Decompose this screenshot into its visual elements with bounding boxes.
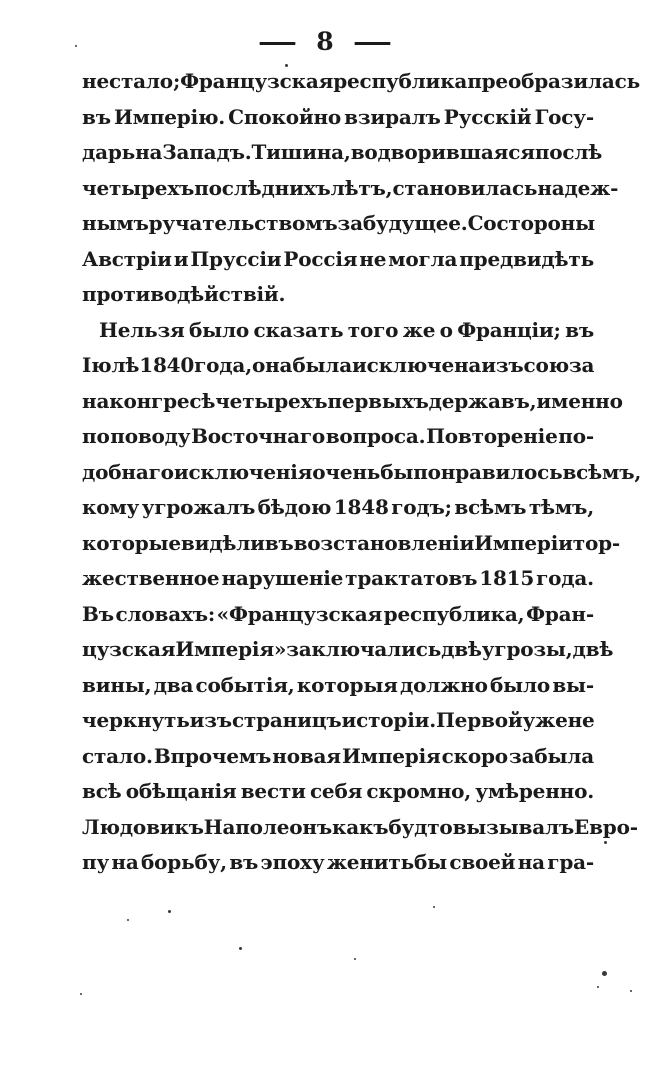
text-line xyxy=(82,703,594,739)
word: Впрочемъ xyxy=(153,743,272,768)
word: тор- xyxy=(572,530,620,555)
word: «Французская xyxy=(216,601,383,626)
word: же xyxy=(402,317,436,342)
word: было xyxy=(189,317,250,342)
word: сказать xyxy=(253,317,344,342)
word: скромно, xyxy=(366,779,472,803)
word: которыя xyxy=(296,672,398,697)
scan-speck xyxy=(75,45,77,47)
word: Россія xyxy=(283,246,358,271)
word: какъ xyxy=(331,814,389,839)
word: на xyxy=(111,850,139,874)
word: видѣли xyxy=(180,530,265,555)
word: вести xyxy=(240,779,306,803)
word: о xyxy=(439,317,453,342)
scan-speck xyxy=(285,64,288,67)
word: Имперія» xyxy=(175,637,287,661)
word: 1840 xyxy=(139,353,195,377)
text-line xyxy=(82,490,594,526)
word: обѣщанія xyxy=(125,779,237,803)
word: должно xyxy=(400,672,488,697)
word: добнаго xyxy=(82,459,174,484)
word: на xyxy=(517,850,545,874)
word: Нельзя xyxy=(99,317,185,342)
word: надеж- xyxy=(537,175,619,200)
word: нымъ xyxy=(82,211,149,235)
word: бѣдою xyxy=(257,495,332,519)
word: эпоху xyxy=(260,850,325,874)
word: республика xyxy=(333,69,468,93)
word: ручательствомъ xyxy=(148,211,338,235)
page-number: 8 xyxy=(316,27,334,56)
word: первыхъ xyxy=(327,388,429,413)
scan-speck xyxy=(354,958,356,960)
word: которые xyxy=(82,530,181,555)
word: года. xyxy=(536,566,594,590)
word: будущее. xyxy=(362,211,468,235)
page-header xyxy=(0,28,650,56)
word: Австріи xyxy=(82,246,172,271)
word: на xyxy=(82,388,110,413)
word: изъ xyxy=(481,353,524,377)
scan-speck xyxy=(168,910,171,913)
word: державъ, xyxy=(428,388,537,413)
text-line xyxy=(82,384,623,420)
word: своей xyxy=(449,850,516,874)
word: вы- xyxy=(552,672,594,697)
word: исключена xyxy=(351,353,482,377)
word: Западъ. xyxy=(162,140,252,164)
word: жественное xyxy=(82,566,220,590)
word: предвидѣть xyxy=(459,246,594,271)
word: лѣтъ, xyxy=(330,175,393,200)
word: новая xyxy=(272,743,341,768)
text-line xyxy=(82,135,603,171)
word: гра- xyxy=(547,850,594,874)
word: всѣмъ xyxy=(454,495,527,519)
text-line xyxy=(82,810,638,846)
word: умѣренно. xyxy=(475,779,594,803)
word: два xyxy=(153,672,194,697)
word: было xyxy=(490,672,551,697)
word: Первой xyxy=(436,708,523,732)
word: въ xyxy=(264,530,294,555)
scan-speck xyxy=(127,919,129,921)
word: не xyxy=(82,69,109,93)
word: Людовикъ xyxy=(82,814,204,839)
text-line: противодѣйствій. xyxy=(82,282,286,306)
word: Со xyxy=(467,211,497,235)
word: трактатовъ xyxy=(345,566,478,590)
word: всѣ xyxy=(82,779,122,803)
text-line xyxy=(82,419,594,455)
word: будто xyxy=(388,814,453,839)
text-line xyxy=(82,668,594,704)
word: цузская xyxy=(82,637,176,661)
text-line xyxy=(82,597,594,633)
text-line xyxy=(82,64,640,100)
word: становилась xyxy=(392,175,538,200)
word: возстановленіи xyxy=(293,530,475,555)
word: на xyxy=(135,140,163,164)
word: Пруссіи xyxy=(190,246,282,271)
scan-speck xyxy=(597,986,599,988)
word: Франціи; xyxy=(457,317,561,342)
word: года, xyxy=(194,353,252,377)
word: того xyxy=(347,317,399,342)
word: Въ xyxy=(82,601,114,626)
word: четырехъ xyxy=(82,175,195,200)
scan-speck xyxy=(80,993,82,995)
word: стороны xyxy=(496,211,595,235)
word: тѣмъ, xyxy=(528,495,594,519)
word: очень xyxy=(312,459,381,484)
word: скоро xyxy=(441,743,508,768)
word: словахъ: xyxy=(115,601,216,626)
word: борьбу, xyxy=(141,850,227,874)
word: кому xyxy=(82,495,140,519)
word: 1815 xyxy=(479,566,535,590)
word: по- xyxy=(558,424,594,448)
scan-speck xyxy=(433,906,435,908)
word: за xyxy=(337,211,363,235)
word: бы xyxy=(380,459,414,484)
text-line xyxy=(82,845,594,881)
text-line xyxy=(82,739,594,775)
word: двѣ xyxy=(572,637,614,661)
word: черкнуть xyxy=(82,708,190,732)
word: угрозы, xyxy=(481,637,573,661)
header-dash-left: — xyxy=(257,27,298,56)
word: конгресѣ xyxy=(109,388,216,413)
page-text xyxy=(82,64,642,881)
word: исторіи. xyxy=(341,708,436,732)
word: Фран- xyxy=(526,601,594,626)
word: понравилось xyxy=(413,459,563,484)
word: Наполеонъ xyxy=(203,814,332,839)
word: Повтореніе xyxy=(426,424,558,448)
word: угрожалъ xyxy=(141,495,256,519)
word: исключенія xyxy=(173,459,313,484)
word: Имперіи xyxy=(474,530,573,555)
text-line xyxy=(82,561,594,597)
text-line xyxy=(82,632,614,668)
word: Восточнаго xyxy=(191,424,326,448)
word: всѣмъ, xyxy=(562,459,642,484)
word: двѣ xyxy=(441,637,482,661)
word: вины, xyxy=(82,672,152,697)
text-line xyxy=(82,100,594,136)
text-line xyxy=(82,455,642,491)
scan-speck xyxy=(239,947,242,950)
word: послѣднихъ xyxy=(194,175,331,200)
word: заключались xyxy=(286,637,442,661)
word: по xyxy=(82,424,110,448)
word: Имперія xyxy=(341,743,441,768)
header-dash-right: — xyxy=(352,27,393,56)
word: преобразилась xyxy=(467,69,640,93)
word: стало; xyxy=(108,69,181,93)
word: могла xyxy=(388,246,458,271)
word: пу xyxy=(82,850,110,874)
text-line xyxy=(82,348,594,384)
word: женитьбы xyxy=(326,850,447,874)
word: взиралъ xyxy=(344,104,441,129)
text-line xyxy=(82,526,620,562)
word: забыла xyxy=(509,743,594,768)
scan-speck xyxy=(630,990,632,992)
word: послѣ xyxy=(534,140,603,164)
scan-speck xyxy=(602,971,607,976)
word: Французская xyxy=(180,69,334,93)
scan-speck xyxy=(604,841,607,844)
word: вызывалъ xyxy=(452,814,575,839)
word: дарь xyxy=(82,140,136,164)
word: Спокойно xyxy=(228,104,342,129)
word: событія, xyxy=(195,672,295,697)
word: не xyxy=(359,246,387,271)
word: республика, xyxy=(383,601,525,626)
word: въ xyxy=(229,850,259,874)
word: въ xyxy=(565,317,594,342)
text-line xyxy=(82,774,594,810)
word: изъ xyxy=(189,708,232,732)
word: вопроса. xyxy=(325,424,426,448)
word: страницъ xyxy=(231,708,342,732)
word: въ xyxy=(82,104,111,129)
word: уже xyxy=(522,708,568,732)
word: Іюлѣ xyxy=(82,353,140,377)
word: Евро- xyxy=(574,814,638,839)
word: годъ; xyxy=(391,495,452,519)
word: она xyxy=(251,353,293,377)
word: Имперію. xyxy=(113,104,226,129)
word: Русскій xyxy=(443,104,532,129)
word: себя xyxy=(309,779,363,803)
text-line xyxy=(82,313,594,349)
word: поводу xyxy=(110,424,191,448)
word: была xyxy=(292,353,352,377)
word: водворившаяся xyxy=(350,140,535,164)
word: союза xyxy=(523,353,595,377)
word: нарушеніе xyxy=(221,566,344,590)
word: Госу- xyxy=(534,104,594,129)
word: именно xyxy=(536,388,623,413)
word: стало. xyxy=(82,743,153,768)
word: Тишина, xyxy=(251,140,351,164)
word: 1848 xyxy=(333,495,389,519)
text-line xyxy=(82,206,594,242)
text-line xyxy=(82,171,619,207)
text-line xyxy=(82,242,594,278)
word: не xyxy=(567,708,595,732)
word: и xyxy=(173,246,189,271)
word: четырехъ xyxy=(215,388,328,413)
